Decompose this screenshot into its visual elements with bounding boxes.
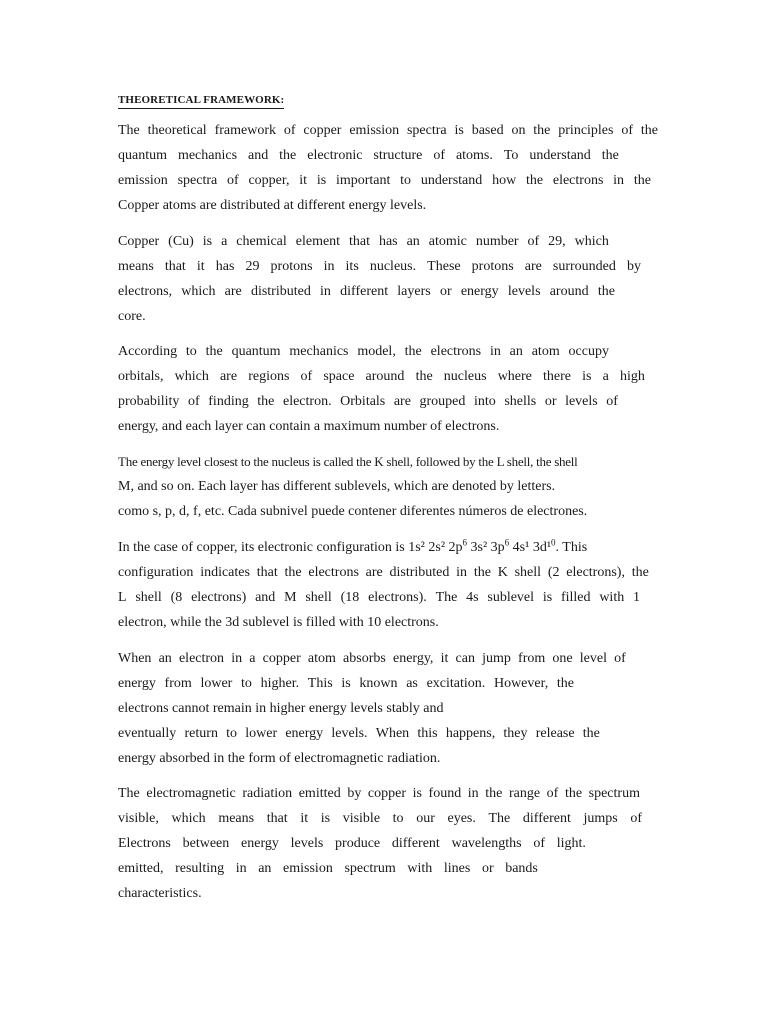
paragraph-1 <box>118 118 658 218</box>
word: high <box>619 369 645 384</box>
word: electron. <box>282 394 332 409</box>
word: structure <box>373 148 423 163</box>
word: to <box>185 344 197 359</box>
paragraph-line <box>118 856 538 881</box>
word: bands <box>505 861 538 876</box>
word: the <box>633 173 651 188</box>
word: The <box>435 590 458 605</box>
word: in <box>323 259 335 274</box>
word: eyes. <box>447 811 476 826</box>
word: it <box>196 259 205 274</box>
word: distributed <box>389 565 450 580</box>
word: is <box>412 786 422 801</box>
paragraph-line <box>118 118 658 143</box>
word: When <box>118 651 152 666</box>
word: return <box>184 726 218 741</box>
word: copper <box>262 651 301 666</box>
word: electromagnetic <box>146 786 236 801</box>
word: filled <box>560 590 591 605</box>
word: (8 <box>170 590 183 605</box>
word: The <box>118 786 140 801</box>
word: model, <box>357 344 396 359</box>
word: with <box>407 861 433 876</box>
word: atoms. <box>455 148 493 163</box>
word: the <box>404 344 422 359</box>
word: shell <box>305 590 332 605</box>
word: is <box>320 811 331 826</box>
word: has <box>215 259 235 274</box>
paragraph-line <box>118 364 645 389</box>
word: are <box>393 394 411 409</box>
word: electrons <box>552 173 604 188</box>
word: different <box>391 836 440 851</box>
paragraph-line: energy absorbed in the form of electromagnetic radiation. <box>118 751 441 766</box>
word: by <box>626 259 641 274</box>
word: based <box>471 123 504 138</box>
word: probability <box>118 394 180 409</box>
paragraph-line <box>118 646 626 671</box>
word: the <box>279 148 297 163</box>
word: higher. <box>260 676 300 691</box>
config-text: 4s¹ 3d¹ <box>509 540 552 555</box>
word: which <box>174 369 209 384</box>
word: resulting <box>175 861 225 876</box>
word: produce <box>335 836 381 851</box>
word: which <box>574 234 609 249</box>
word: happens, <box>445 726 496 741</box>
word: eventually <box>118 726 177 741</box>
paragraph-line: energy, and each layer can contain a maximum number of electrons. <box>118 419 500 434</box>
word: is <box>341 676 351 691</box>
paragraph-4 <box>118 449 648 524</box>
word: its <box>345 259 359 274</box>
word: of <box>606 394 618 409</box>
word: L <box>118 590 127 605</box>
word: atom <box>531 344 560 359</box>
word: shells <box>504 394 537 409</box>
word: which <box>171 811 206 826</box>
paragraph-line <box>118 229 609 254</box>
word: range <box>508 786 541 801</box>
word: These <box>427 259 461 274</box>
word: the <box>597 284 615 299</box>
word: Electrons <box>118 836 171 851</box>
config-text: 3s² 3p <box>467 540 505 555</box>
word: spectra <box>177 173 218 188</box>
superscript: 6 <box>504 537 510 548</box>
word: in <box>320 284 331 299</box>
word: that <box>266 811 288 826</box>
word: atom <box>307 651 336 666</box>
word: (Cu) <box>168 234 194 249</box>
word: is <box>202 234 213 249</box>
word: energy <box>118 676 156 691</box>
paragraph-6 <box>118 646 628 771</box>
word: a <box>602 369 609 384</box>
paragraph-line: core. <box>118 309 146 324</box>
superscript: 6 <box>462 537 468 548</box>
word: copper <box>303 123 342 138</box>
word: which <box>181 284 216 299</box>
word: it <box>300 811 309 826</box>
word: one <box>552 651 573 666</box>
paragraph-line <box>118 781 640 806</box>
word: can <box>455 651 475 666</box>
paragraph-line: The energy level closest to the nucleus is called the K shell, followed by the L shell, the shell <box>118 454 578 469</box>
word: configuration <box>118 565 194 580</box>
word: lines <box>443 861 471 876</box>
word: of <box>546 786 559 801</box>
paragraph-line <box>118 168 651 193</box>
config-text: . This <box>555 540 588 555</box>
word: a <box>249 651 256 666</box>
word: energy <box>285 726 324 741</box>
word: of <box>614 651 626 666</box>
word: the <box>525 173 544 188</box>
word: the <box>284 565 302 580</box>
word: levels. <box>331 726 368 741</box>
word: absorbs <box>343 651 386 666</box>
word: has <box>378 234 398 249</box>
word: different <box>340 284 389 299</box>
word: visible, <box>118 811 159 826</box>
word: or <box>439 284 452 299</box>
word: 29, <box>548 234 566 249</box>
word: copper <box>367 786 406 801</box>
word: theoretical <box>147 123 207 138</box>
word: framework <box>214 123 276 138</box>
word: spectra <box>406 123 447 138</box>
paragraph-line: M, and so on. Each layer has different sublevels, which are denoted by letters. <box>118 479 556 494</box>
word: level <box>579 651 608 666</box>
word: surrounded <box>552 259 616 274</box>
word: orbitals, <box>118 369 164 384</box>
word: where <box>497 369 532 384</box>
paragraph-line <box>118 143 619 168</box>
word: grouped <box>419 394 466 409</box>
paragraph-line <box>118 585 640 610</box>
word: lower <box>245 726 278 741</box>
word: electrons), <box>566 565 625 580</box>
word: the <box>556 676 574 691</box>
word: (2 <box>547 565 560 580</box>
word: According <box>118 344 178 359</box>
word: principles <box>558 123 614 138</box>
word: 4s <box>466 590 479 605</box>
word: to <box>226 726 238 741</box>
word: in <box>613 173 625 188</box>
word: number <box>475 234 519 249</box>
word: shell <box>514 565 542 580</box>
superscript: 0 <box>551 537 556 548</box>
word: of <box>533 836 545 851</box>
word: that <box>349 234 371 249</box>
word: the <box>631 565 649 580</box>
paragraph-line <box>118 560 649 585</box>
word: mechanics <box>177 148 238 163</box>
word: electrons <box>308 565 359 580</box>
word: and <box>248 148 269 163</box>
word: is <box>542 590 553 605</box>
word: emitted <box>298 786 341 801</box>
word: This <box>307 676 333 691</box>
word: in <box>235 861 247 876</box>
word: release <box>535 726 575 741</box>
word: an <box>406 234 420 249</box>
word: this <box>417 726 438 741</box>
word: distributed <box>250 284 311 299</box>
word: electrons). <box>368 590 427 605</box>
word: to <box>392 811 404 826</box>
word: is <box>316 173 327 188</box>
word: light. <box>556 836 586 851</box>
word: However, <box>493 676 549 691</box>
word: the <box>564 786 583 801</box>
word: that <box>256 565 278 580</box>
paragraph-line <box>118 279 615 304</box>
paragraph-line <box>118 535 649 560</box>
word: excitation. <box>426 676 486 691</box>
word: jumps <box>583 811 618 826</box>
word: wavelengths <box>451 836 522 851</box>
word: that <box>164 259 186 274</box>
word: are <box>365 565 383 580</box>
word: emission <box>283 861 333 876</box>
paragraph-line <box>118 806 642 831</box>
word: M <box>284 590 297 605</box>
word: are <box>219 369 238 384</box>
word: there <box>543 369 571 384</box>
word: the <box>473 565 491 580</box>
word: our <box>416 811 435 826</box>
word: finding <box>208 394 249 409</box>
word: or <box>544 394 557 409</box>
paragraph-2 <box>118 229 641 329</box>
word: (18 <box>340 590 360 605</box>
word: the <box>601 148 619 163</box>
word: an <box>158 651 172 666</box>
word: it <box>299 173 308 188</box>
word: of <box>630 811 642 826</box>
word: the <box>485 786 503 801</box>
word: occupy <box>568 344 609 359</box>
word: indicates <box>200 565 250 580</box>
word: atomic <box>428 234 467 249</box>
word: the <box>640 123 658 138</box>
word: of <box>188 394 200 409</box>
word: means <box>118 259 154 274</box>
word: means <box>218 811 255 826</box>
word: visible <box>342 811 381 826</box>
word: the <box>582 726 600 741</box>
word: in <box>467 786 479 801</box>
word: found <box>428 786 462 801</box>
section-heading: THEORETICAL FRAMEWORK: <box>118 93 284 109</box>
word: chemical <box>236 234 287 249</box>
word: sublevel <box>487 590 535 605</box>
word: quantum <box>231 344 281 359</box>
word: the <box>533 123 551 138</box>
paragraph-line <box>118 254 641 279</box>
word: electrons <box>430 344 482 359</box>
word: electronic <box>307 148 363 163</box>
word: in <box>489 344 501 359</box>
word: of <box>227 173 239 188</box>
word: quantum <box>118 148 167 163</box>
paragraph-line <box>118 389 618 414</box>
word: The <box>488 811 511 826</box>
word: jump <box>482 651 511 666</box>
word: electrons) <box>191 590 247 605</box>
word: spectrum <box>344 861 396 876</box>
word: with <box>599 590 625 605</box>
word: to <box>400 173 412 188</box>
word: a <box>221 234 228 249</box>
word: as <box>406 676 418 691</box>
word: lower <box>200 676 233 691</box>
word: or <box>481 861 494 876</box>
word: in <box>456 565 468 580</box>
word: of <box>621 123 634 138</box>
word: it <box>440 651 449 666</box>
paragraph-line <box>118 721 600 746</box>
paragraph-5 <box>118 535 649 635</box>
word: important <box>335 173 391 188</box>
word: of <box>300 369 313 384</box>
word: regions <box>248 369 290 384</box>
word: energy, <box>392 651 434 666</box>
word: The <box>118 123 140 138</box>
paragraph-line: electrons cannot remain in higher energy levels stably and <box>118 701 444 716</box>
word: is <box>582 369 592 384</box>
paragraph-line <box>118 671 574 696</box>
word: from <box>164 676 192 691</box>
word: by <box>347 786 362 801</box>
word: known <box>359 676 398 691</box>
word: 29 <box>245 259 260 274</box>
word: shell <box>135 590 162 605</box>
word: how <box>492 173 517 188</box>
word: levels <box>507 284 541 299</box>
word: element <box>295 234 341 249</box>
word: the <box>415 369 433 384</box>
word: an <box>509 344 523 359</box>
paragraph-7 <box>118 781 642 906</box>
word: are <box>224 284 242 299</box>
word: 1 <box>633 590 640 605</box>
word: into <box>473 394 496 409</box>
word: When <box>375 726 410 741</box>
word: understand <box>420 173 483 188</box>
word: of <box>527 234 540 249</box>
paragraph-3 <box>118 339 645 439</box>
word: nucleus. <box>369 259 417 274</box>
word: levels <box>290 836 324 851</box>
word: To <box>503 148 519 163</box>
word: understand <box>529 148 591 163</box>
word: spectrum <box>588 786 640 801</box>
word: the <box>257 394 275 409</box>
word: layers <box>397 284 431 299</box>
word: protons <box>471 259 514 274</box>
word: emitted, <box>118 861 164 876</box>
word: electron <box>178 651 225 666</box>
word: to <box>241 676 252 691</box>
paragraph-line: characteristics. <box>118 886 202 901</box>
word: protons <box>270 259 313 274</box>
word: mechanics <box>289 344 349 359</box>
paragraph-line: como s, p, d, f, etc. Cada subnivel puede contener diferentes números de electrones. <box>118 504 588 519</box>
paragraph-line <box>118 831 586 856</box>
word: energy <box>241 836 279 851</box>
word: of <box>433 148 445 163</box>
config-text: In the case of copper, its electronic configuration is 1s² 2s² 2p <box>118 540 463 555</box>
word: nucleus <box>443 369 487 384</box>
word: Orbitals <box>340 394 386 409</box>
word: and <box>255 590 276 605</box>
word: of <box>283 123 296 138</box>
word: levels <box>565 394 598 409</box>
word: emission <box>349 123 400 138</box>
word: energy <box>460 284 499 299</box>
word: copper, <box>248 173 290 188</box>
word: on <box>511 123 526 138</box>
word: Copper <box>118 234 160 249</box>
word: emission <box>118 173 168 188</box>
word: electrons, <box>118 284 173 299</box>
paragraph-line: Copper atoms are distributed at different energy levels. <box>118 198 427 213</box>
word: the <box>205 344 223 359</box>
paragraph-line <box>118 339 609 364</box>
word: from <box>518 651 546 666</box>
word: between <box>182 836 230 851</box>
word: in <box>231 651 243 666</box>
word: are <box>524 259 542 274</box>
word: space <box>323 369 355 384</box>
word: an <box>258 861 272 876</box>
word: around <box>549 284 589 299</box>
word: is <box>454 123 464 138</box>
word: different <box>522 811 571 826</box>
word: around <box>365 369 405 384</box>
word: K <box>497 565 508 580</box>
paragraph-line: electron, while the 3d sublevel is filled with 10 electrons. <box>118 615 439 630</box>
word: they <box>503 726 528 741</box>
word: radiation <box>242 786 293 801</box>
